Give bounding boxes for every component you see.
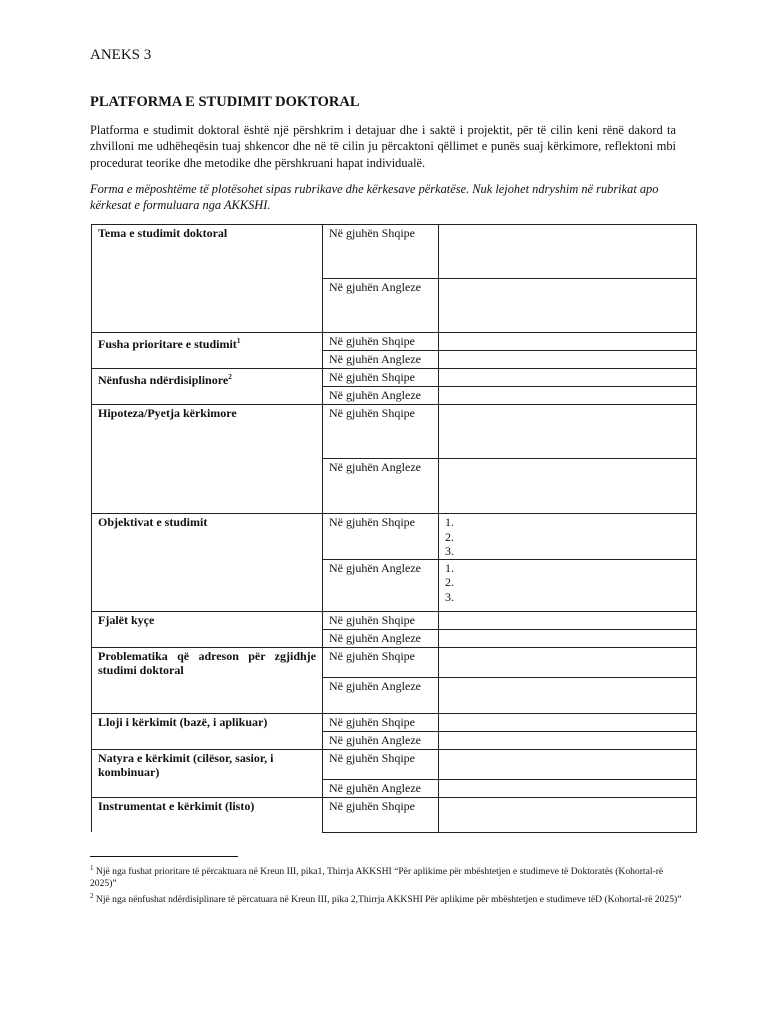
- research-type-albanian-cell[interactable]: [439, 713, 697, 731]
- lang-label-albanian: Në gjuhën Shqipe: [323, 514, 439, 560]
- table-row: [92, 333, 697, 351]
- lang-label-english: Në gjuhën Angleze: [323, 559, 439, 611]
- page-title: PLATFORMA E STUDIMIT DOKTORAL: [90, 94, 360, 110]
- keywords-albanian-cell[interactable]: [439, 611, 697, 629]
- row-label-instruments: Instrumentat e kërkimit (listo): [92, 797, 323, 832]
- lang-label-english: Në gjuhën Angleze: [323, 731, 439, 749]
- objective-number: 1.: [445, 560, 454, 575]
- objective-number: 2.: [445, 529, 454, 544]
- priority-field-label: Fusha prioritare e studimit: [98, 337, 237, 351]
- research-nature-albanian-cell[interactable]: [439, 749, 697, 779]
- footnote-text: Një nga nënfushat ndërdisiplinare të përcatuara në Kreun III, pika 2,Thirrja AKKSHI Për aplikime për mbështetjen e studimeve tëD (Kohortal-rë 2025)”: [95, 894, 682, 906]
- table-row: [92, 713, 697, 731]
- objective-number: 3.: [445, 589, 454, 604]
- subfield-label: Nënfusha ndërdisiplinore: [98, 373, 229, 387]
- table-row: [92, 647, 697, 677]
- row-label-priority-field: [92, 333, 323, 369]
- footnote-divider: [90, 856, 238, 857]
- row-label-research-type: Lloji i kërkimit (bazë, i aplikuar): [92, 713, 323, 749]
- intro-paragraph: Platforma e studimit doktoral është një përshkrim i detajuar dhe i saktë i projektit, për të cilin keni rënë dakord ta zhvilloni me udhëheqësin tuaj shkencor dhe në të cilin ju përcaktoni qëllimet e punës suaj kërkimore, reflektoni mbi procedurat teorike dhe metodike dhe përshkruani hapat individualë.: [90, 123, 676, 170]
- keywords-english-cell[interactable]: [439, 629, 697, 647]
- row-label-research-nature: Natyra e kërkimit (cilësor, sasior, i kombinuar): [92, 749, 323, 797]
- lang-label-albanian: Në gjuhën Shqipe: [323, 647, 439, 677]
- objective-number: 3.: [445, 544, 454, 558]
- lang-label-english: Në gjuhën Angleze: [323, 387, 439, 405]
- lang-label-english: Në gjuhën Angleze: [323, 279, 439, 333]
- doctoral-platform-form: [91, 224, 697, 833]
- row-label-hypothesis: Hipoteza/Pyetja kërkimore: [92, 405, 323, 514]
- table-row: [92, 749, 697, 779]
- lang-label-albanian: Në gjuhën Shqipe: [323, 611, 439, 629]
- instruments-albanian-cell[interactable]: [439, 797, 697, 832]
- lang-label-english: Në gjuhën Angleze: [323, 351, 439, 369]
- research-nature-english-cell[interactable]: [439, 779, 697, 797]
- row-label-keywords: Fjalët kyçe: [92, 611, 323, 647]
- lang-label-albanian: Në gjuhën Shqipe: [323, 749, 439, 779]
- objectives-albanian-cell[interactable]: [439, 514, 697, 560]
- hypothesis-albanian-cell[interactable]: [439, 405, 697, 459]
- research-type-english-cell[interactable]: [439, 731, 697, 749]
- table-row: [92, 611, 697, 629]
- topic-albanian-cell[interactable]: [439, 225, 697, 279]
- objective-number: 2.: [445, 575, 454, 589]
- lang-label-albanian: Në gjuhën Shqipe: [323, 225, 439, 279]
- objective-number: 1.: [445, 515, 454, 529]
- problem-albanian-cell[interactable]: [439, 647, 697, 677]
- row-label-subfield: [92, 369, 323, 405]
- footnote-text: Një nga fushat prioritare të përcaktuara në Kreun III, pika1, Thirrja AKKSHI “Për aplikime për mbështetjen e studimeve të Doktoratës (Kohortal-rë 2025)”: [90, 866, 664, 890]
- lang-label-english: Në gjuhën Angleze: [323, 459, 439, 514]
- footnote-mark: 1: [90, 864, 94, 872]
- table-row: [92, 369, 697, 387]
- lang-label-english: Në gjuhën Angleze: [323, 779, 439, 797]
- table-row: [92, 797, 697, 832]
- lang-label-albanian: Në gjuhën Shqipe: [323, 797, 439, 832]
- table-row: [92, 514, 697, 560]
- lang-label-albanian: Në gjuhën Shqipe: [323, 713, 439, 731]
- lang-label-albanian: Në gjuhën Shqipe: [323, 369, 439, 387]
- subfield-albanian-cell[interactable]: [439, 369, 697, 387]
- footnote-ref-1: 1: [236, 336, 241, 345]
- footnote-1: [90, 862, 690, 890]
- footnote-mark: 2: [90, 892, 94, 900]
- lang-label-albanian: Në gjuhën Shqipe: [323, 333, 439, 351]
- topic-english-cell[interactable]: [439, 279, 697, 333]
- priority-field-albanian-cell[interactable]: [439, 333, 697, 351]
- instruction-paragraph: Forma e mëposhtëme të plotësohet sipas rubrikave dhe kërkesave përkatëse. Nuk lejohet ndryshim në rubrikat apo kërkesat e formuluara nga AKKSHI.: [90, 182, 659, 213]
- objectives-english-cell[interactable]: [439, 559, 697, 611]
- row-label-objectives: Objektivat e studimit: [92, 514, 323, 612]
- row-label-topic: Tema e studimit doktoral: [92, 225, 323, 333]
- lang-label-english: Në gjuhën Angleze: [323, 629, 439, 647]
- table-row: [92, 405, 697, 459]
- annex-label: ANEKS 3: [90, 47, 152, 63]
- subfield-english-cell[interactable]: [439, 387, 697, 405]
- row-label-problem: Problematika që adreson për zgjidhje studimi doktoral: [92, 647, 323, 713]
- footnote-ref-2: 2: [228, 372, 232, 381]
- lang-label-albanian: Në gjuhën Shqipe: [323, 405, 439, 459]
- problem-english-cell[interactable]: [439, 677, 697, 713]
- priority-field-english-cell[interactable]: [439, 351, 697, 369]
- table-row: [92, 225, 697, 279]
- lang-label-english: Në gjuhën Angleze: [323, 677, 439, 713]
- hypothesis-english-cell[interactable]: [439, 459, 697, 514]
- footnote-2: [90, 890, 690, 906]
